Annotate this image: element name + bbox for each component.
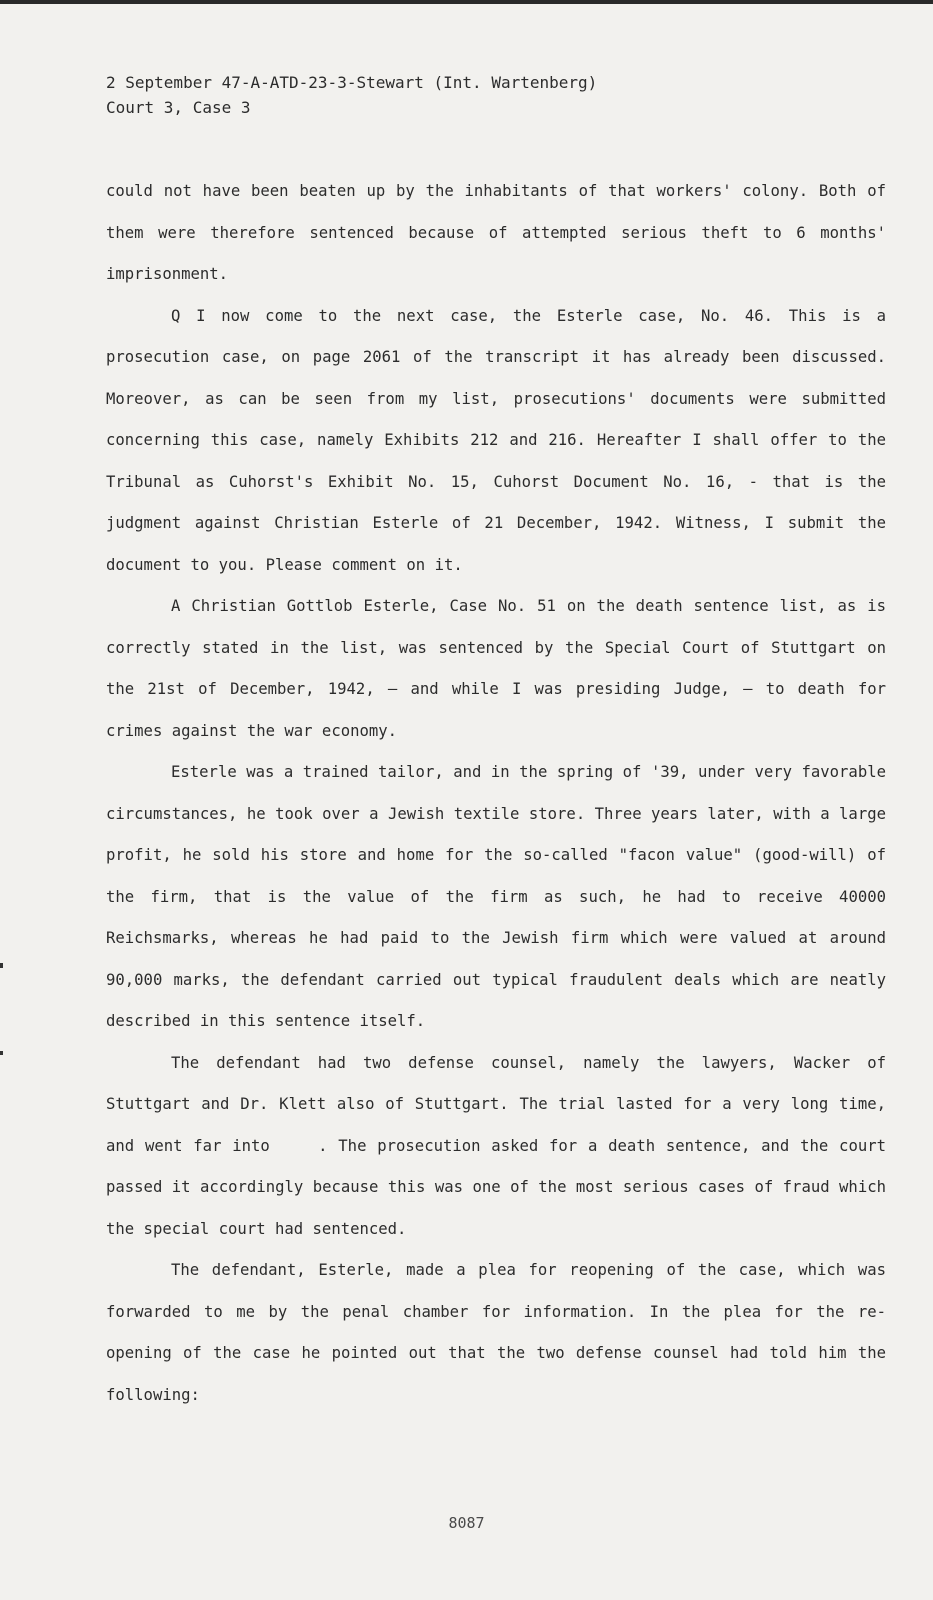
header-line-1: 2 September 47-A-ATD-23-3-Stewart (Int. Wartenberg) [106,73,598,92]
paragraph-answer: A Christian Gottlob Esterle, Case No. 51 on the death sentence list, as is correctly stated in the list, was sentenced by the Special Court of Stuttgart on the 21st of December, 1942, — and while I was presiding Judge, — to death for crimes against the war economy. [106,597,886,740]
document-header [106,70,597,120]
paragraph-reopening-plea: The defendant, Esterle, made a plea for reopening of the case, which was forwarded to me by the penal chamber for information. In the plea for the re-opening of the case he pointed out that the two defense counsel had told him the following: [106,1261,886,1404]
scan-margin-mark [0,963,3,968]
page-number: 8087 [448,1514,485,1532]
header-line-2: Court 3, Case 3 [106,98,251,117]
paragraph-defense-counsel: The defendant had two defense counsel, namely the lawyers, Wacker of Stuttgart and Dr. Klett also of Stuttgart. The trial lasted for a very long time, and went far into . The prosecution asked for a death sentence, and the court passed it accordingly because this was one of the most serious cases of fraud which the special court had sentenced. [106,1053,886,1238]
document-body [106,171,886,1416]
paragraph-esterle-background: Esterle was a trained tailor, and in the spring of '39, under very favorable circumstances, he took over a Jewish textile store. Three years later, with a large profit, he sold his store and home for the so-called "facon value" (good-will) of the firm, that is the value of the firm as such, he had to receive 40000 Reichsmarks, whereas he had paid to the Jewish firm which were valued at around 90,000 marks, the defendant carried out typical fraudulent deals which are neatly described in this sentence itself. [106,763,886,1030]
scan-top-edge [0,0,933,4]
paragraph-question: Q I now come to the next case, the Esterle case, No. 46. This is a prosecution case, on page 2061 of the transcript it has already been discussed. Moreover, as can be seen from my list, prosecutions' documents were submitted concerning this case, namely Exhibits 212 and 216. Hereafter I shall offer to the Tribunal as Cuhorst's Exhibit No. 15, Cuhorst Document No. 16, - that is the judgment against Christian Esterle of 21 December, 1942. Witness, I submit the document to you. Please comment on it. [106,306,886,574]
scan-margin-mark [0,1051,3,1055]
paragraph-continuation: could not have been beaten up by the inhabitants of that workers' colony. Both of them were therefore sentenced because of attempted serious theft to 6 months' imprisonment. [106,182,886,283]
